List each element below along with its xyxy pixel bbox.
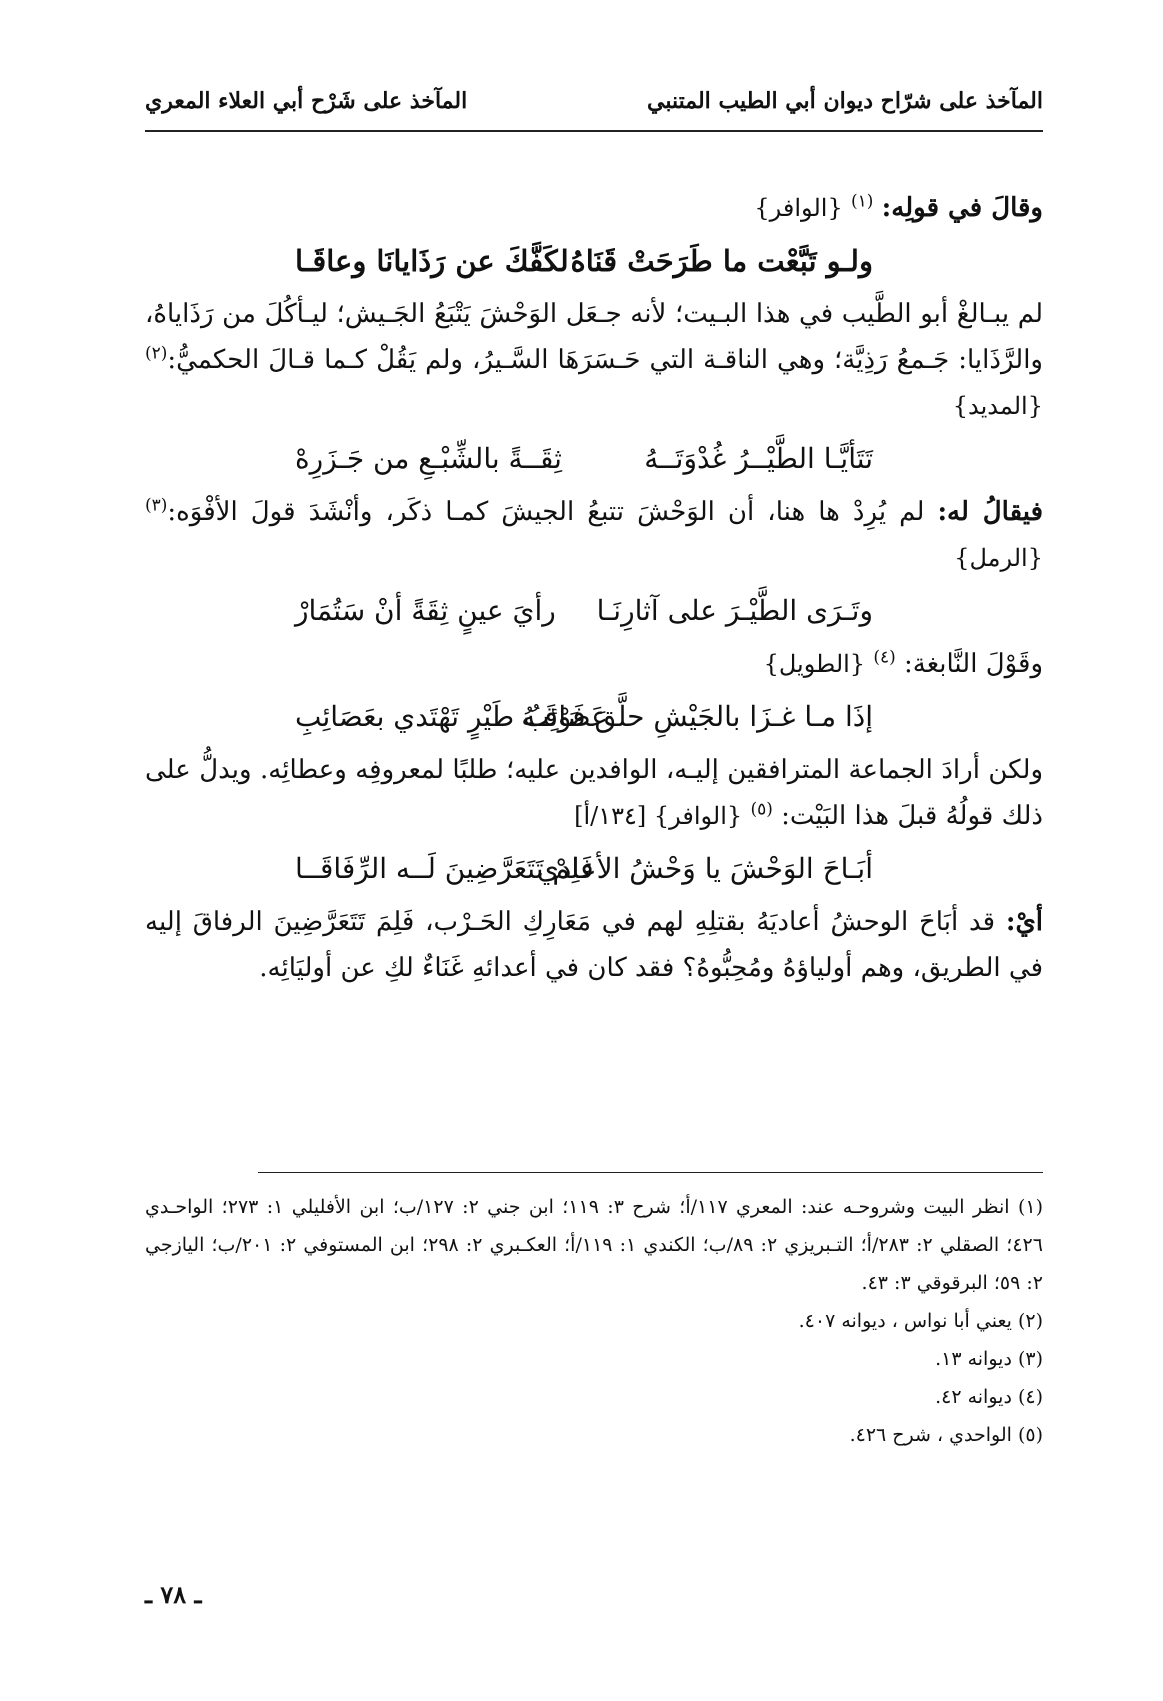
verse-2-hemistich-1: تَتَأيَّـا الطَّيْــرُ غُدْوَتَــهُ: [644, 442, 873, 475]
footnotes: [145, 1188, 1043, 1454]
footnote-4: (٤) ديوانه ٤٢.: [935, 1386, 1043, 1408]
paragraph-3-text: ولكن أرادَ الجماعة المترافقين إليـه، الوافدين عليه؛ طلبًا لمعروفِه وعطائِه. ويدلُّ على ذلك قولُهُ قبلَ هذا البَيْت:: [145, 755, 1043, 831]
paragraph-1: [145, 291, 1043, 429]
intro-line-1: [145, 185, 1043, 231]
verse-1-hemistich-2: لكَفَّكَ عن رَذَايانَا وعاقَـا: [295, 244, 569, 278]
verse-4: [145, 691, 1043, 743]
header-book-title: المآخذ على شرّاح ديوان أبي الطيب المتنبي: [647, 88, 1043, 114]
verse-5-hemistich-2: فَلِمْ تَتَعَرَّضِينَ لَــه الرِّفَاقَــا: [295, 852, 594, 885]
paragraph-2-lead: فيقالُ له:: [937, 497, 1043, 527]
verse-1: [145, 235, 1043, 287]
running-header: [145, 88, 1043, 128]
paragraph-3: [145, 747, 1043, 839]
meter-label: {الوافر}: [754, 194, 843, 222]
paragraph-4-text: قد أبَاحَ الوحشُ أعاديَهُ بقتلِهِ لهم في مَعَارِكِ الحَـرْب، فَلِمَ تَتَعَرَّضِينَ الرفاقَ إليه في الطريق، وهم أولياؤهُ ومُحِبُّوهُ؟ فقد كان في أعدائهِ غَنَاءٌ لكِ عن أوليَائِه.: [145, 907, 1043, 983]
footnote-ref-1[interactable]: (١): [850, 191, 874, 212]
verse-2-hemistich-2: ثِقَــةً بالشِّبْـعِ من جَـزَرِهْ: [295, 442, 562, 475]
intro-line-2: [145, 641, 1043, 687]
footnote-ref-2[interactable]: (٢): [145, 343, 168, 364]
meter-label: {المديد}: [952, 392, 1043, 420]
paragraph-4-lead: أيْ:: [1005, 907, 1044, 937]
footnote-5: (٥) الواحدي ، شرح ٤٢٦.: [849, 1424, 1043, 1446]
meter-label: {الوافر} [١٣٤/أ]: [574, 802, 743, 830]
verse-4-hemistich-1: إذَا مـا غـزَا بالجَيْشِ حلَّقَ فَوْقَـهُ: [521, 700, 873, 733]
header-rule: [145, 130, 1043, 132]
meter-label: {الطويل}: [763, 650, 866, 678]
paragraph-2: [145, 489, 1043, 581]
meter-label: {الرمل}: [954, 544, 1043, 572]
verse-5: [145, 843, 1043, 895]
verse-3: [145, 585, 1043, 637]
verse-2: [145, 433, 1043, 485]
verse-3-hemistich-2: رأيَ عينٍ ثِقَةً أنْ سَتُمَارْ: [295, 594, 556, 627]
paragraph-2-text: لم يُرِدْ ها هنا، أن الوَحْشَ تتبعُ الجيشَ كمـا ذكَر، وأنْشَدَ قولَ الأفْوَه:: [167, 497, 925, 527]
main-text: [145, 185, 1043, 991]
verse-3-hemistich-1: وتَـرَى الطَّيْـرَ على آثارِنَـا: [596, 594, 873, 627]
verse-1-hemistich-1: ولـو تَبَّعْت ما طَرَحَتْ قَنَاهُ: [570, 244, 873, 278]
footnote-ref-3[interactable]: (٣): [145, 495, 168, 516]
page-number: ـ ٧٨ ـ: [145, 1580, 202, 1609]
verse-4-hemistich-2: عَصَائِبُ طَيْرٍ تَهْتَدي بعَصَائِبِ: [295, 700, 608, 733]
intro-lead: وقالَ في قولِه:: [881, 193, 1043, 223]
footnote-ref-5[interactable]: (٥): [750, 799, 773, 820]
paragraph-1-text: لم يبـالغْ أبو الطَّيب في هذا البـيت؛ لأنه جـعَل الوَحْشَ يَتْبَعُ الجَـيش؛ ليـأكُلَ من رَذَاياهُ، والرَّذَايا: جَـمعُ رَذِيَّة؛ وهي الناقـة التي حَـسَرَهَا السَّـيرُ، ولم يَقُلْ كـما قـالَ الحكميُّ:: [145, 299, 1043, 375]
footnote-rule: [258, 1172, 1043, 1173]
header-chapter-title: المآخذ على شَرْح أبي العلاء المعري: [145, 88, 468, 114]
footnote-3: (٣) ديوانه ١٣.: [935, 1348, 1043, 1370]
footnote-2: (٢) يعني أبا نواس ، ديوانه ٤٠٧.: [798, 1310, 1043, 1332]
footnote-ref-4[interactable]: (٤): [873, 647, 896, 668]
verse-5-hemistich-1: أبَـاحَ الوَحْشَ يا وَحْشُ الأعادي: [537, 852, 873, 885]
paragraph-4: [145, 899, 1043, 991]
intro-lead: وقَوْلَ النَّابغة:: [904, 649, 1043, 679]
footnote-1: (١) انظر البيت وشروحـه عند: المعري ١١٧/أ؛ شرح ٣: ١١٩؛ ابن جني ٢: ١٢٧/ب؛ ابن الأفليلي ١: ٢٧٣؛ الواحـدي ٤٢٦؛ الصقلي ٢: ٢٨٣/أ؛ التـبريزي ٢: ٨٩/ب؛ الكندي ١: ١١٩/أ؛ العكـبري ٢: ٢٩٨؛ ابن المستوفي ٢: ٢٠١/ب؛ اليازجي ٢: ٥٩؛ البرقوقي ٣: ٤٣.: [145, 1196, 1044, 1294]
